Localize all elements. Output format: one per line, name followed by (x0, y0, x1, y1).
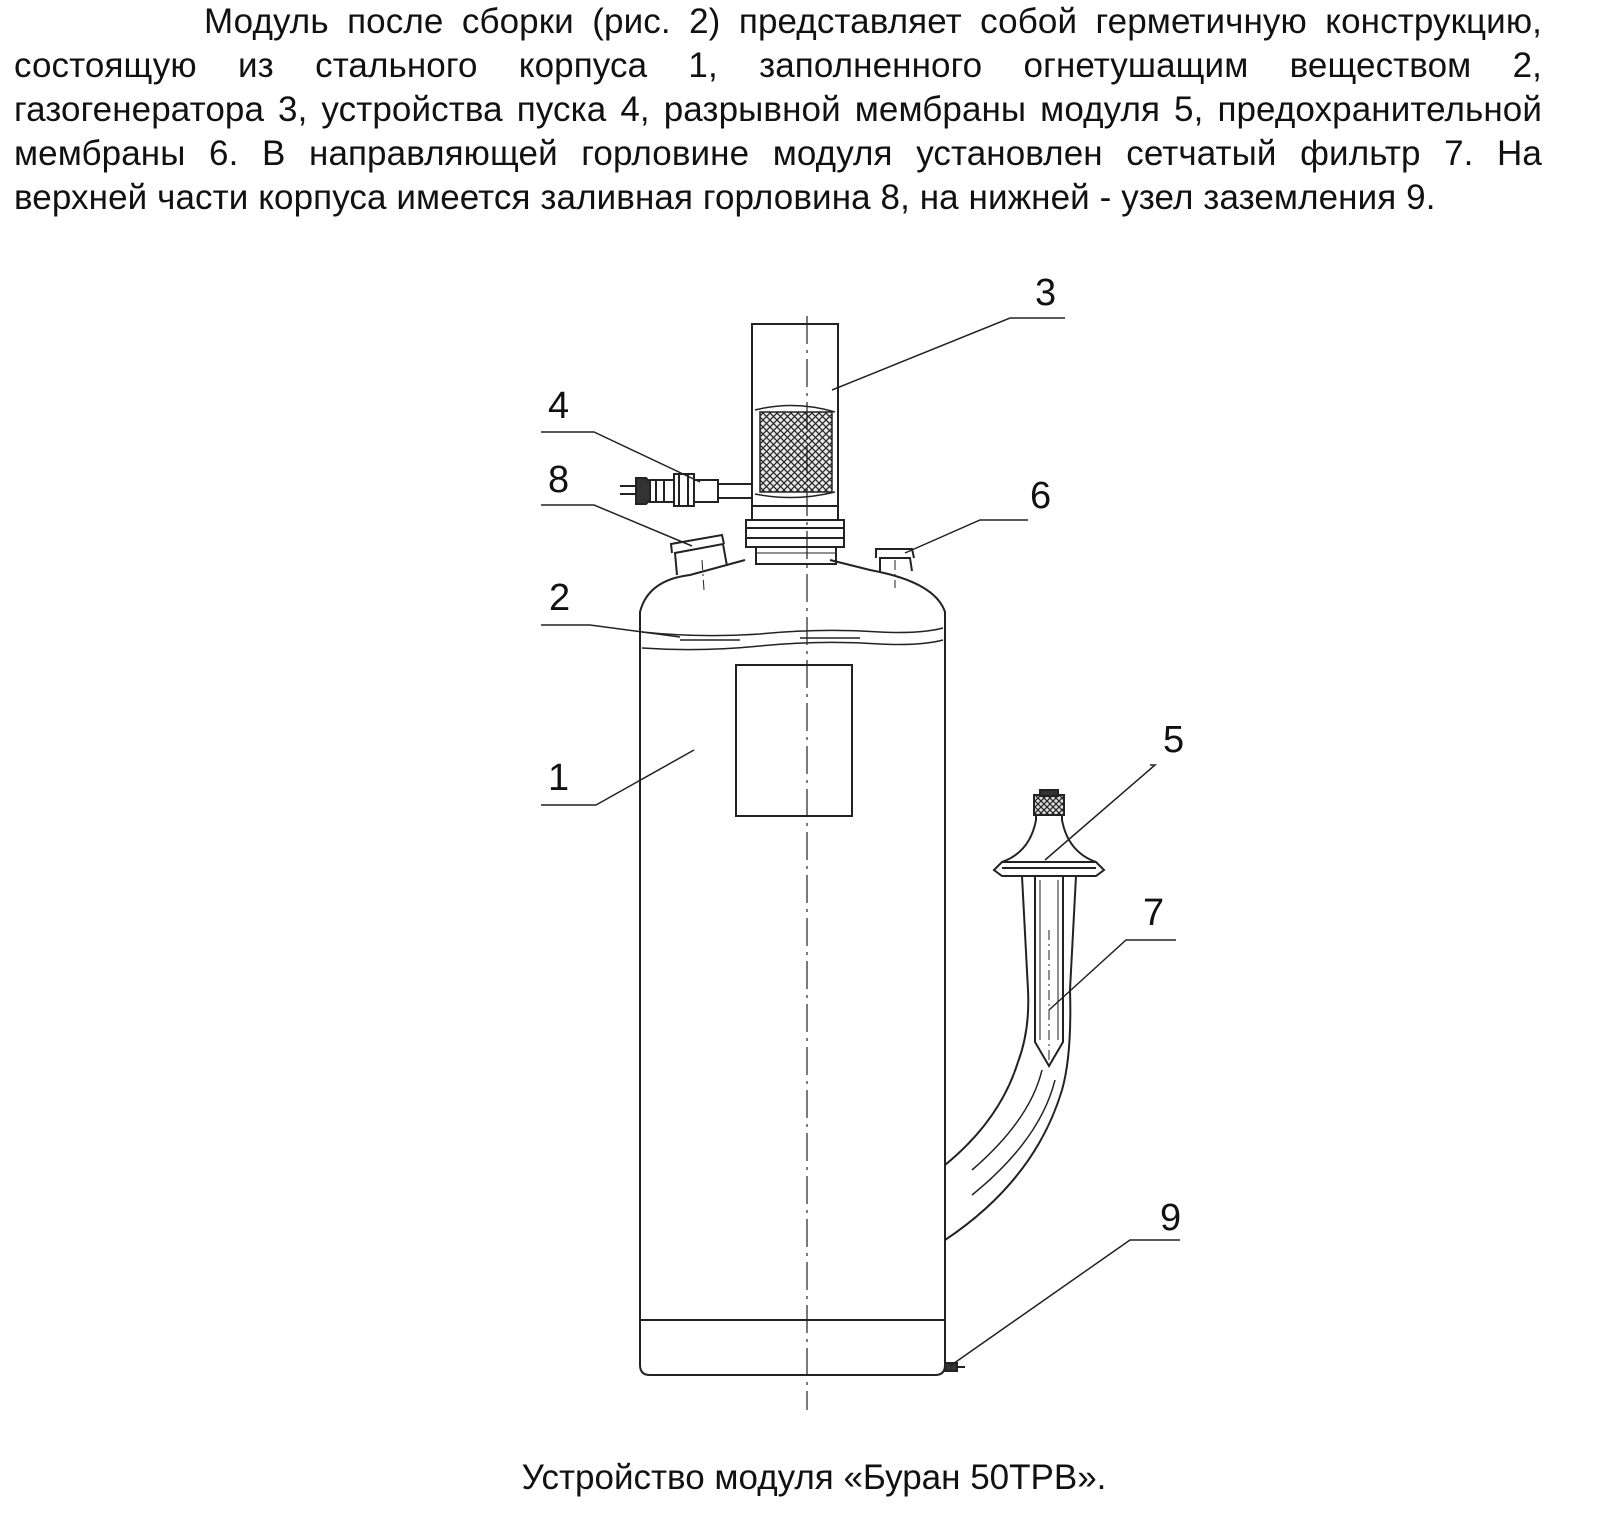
gas-generator (746, 324, 844, 564)
caption-text: Устройство модуля «Буран 50ТРВ». (521, 1458, 1107, 1497)
callout-4: 4 (548, 385, 570, 427)
callout-2: 2 (549, 577, 571, 619)
callout-7: 7 (1143, 892, 1165, 934)
extinguishing-agent (642, 628, 943, 650)
description-paragraph: Модуль после сборки (рис. 2) представляет собой герметичную конструкцию, состоящую из стального корпуса 1, заполненного огнетушащим веществом 2, газогенератора 3, устройства пуска 4, разрывной мембраны модуля 5, предохранительной мембраны 6. В направляющей горловине модуля установлен сетчатый фильтр 7. На верхней части корпуса имеется заливная горловина 8, на нижней - узел заземления 9. (14, 2, 1542, 217)
outlet-pipe (945, 790, 1104, 1240)
safety-membrane (876, 549, 914, 588)
leader-lines (541, 318, 1180, 1366)
callout-labels (548, 272, 1184, 1239)
fill-neck (671, 535, 727, 590)
figure-caption (0, 1456, 1600, 1500)
callout-5: 5 (1163, 719, 1185, 761)
starting-device (620, 474, 752, 506)
steel-body (640, 560, 945, 1375)
callout-8: 8 (548, 459, 570, 501)
callout-3: 3 (1035, 272, 1057, 314)
grounding-unit (945, 1363, 965, 1371)
callout-6: 6 (1030, 475, 1052, 517)
callout-1: 1 (548, 757, 570, 799)
callout-9: 9 (1160, 1197, 1182, 1239)
